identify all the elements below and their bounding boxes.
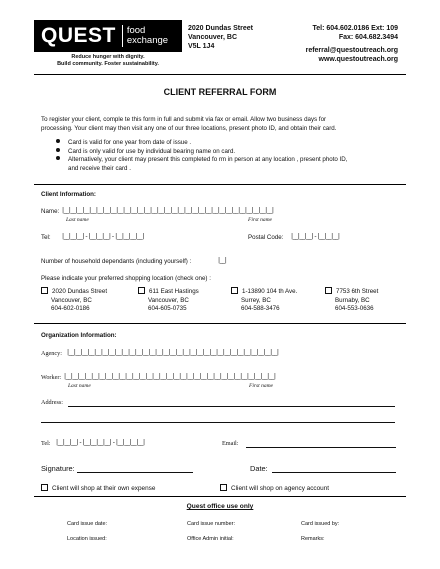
location-option-1[interactable]: 2020 Dundas Street Vancouver, BC 604-602-0186 [41,287,131,314]
name-label: Name: [41,208,60,215]
date-line[interactable] [272,472,396,473]
checkbox[interactable] [325,287,332,294]
email-label: Email: [222,440,239,447]
signature-line[interactable] [77,472,193,473]
org-heading: Organization Information: [41,332,117,339]
section-rule [34,184,406,185]
office-admin-initial-label: Office Admin initial: [187,536,234,542]
first-name-caption: First name [248,217,272,223]
card-issue-date-label: Card issue date: [67,521,108,527]
client-heading: Client Information: [41,191,96,198]
logo-subtitle: food exchange [126,25,169,46]
header-rule [34,74,406,75]
own-expense-option[interactable]: Client will shop at their own expense [41,484,155,492]
address-label: Address: [41,399,63,406]
location-issued-label: Location issued: [67,536,107,542]
tagline: Reduce hunger with dignity. Build community. Foster sustainability. [57,54,159,67]
dependants-field[interactable]: |__| [218,257,227,264]
location-option-4[interactable]: 7753 6th Street Burnaby, BC 604-553-0636 [325,287,410,314]
location-option-2[interactable]: 611 East Hastings Vancouver, BC 604-605-0735 [138,287,228,314]
worker-first-name-caption: First name [249,383,273,389]
section-rule [34,323,406,324]
dependants-label: Number of household dependants (including yourself) : [41,258,192,265]
intro-text: To register your client, comple te this form in full and submit via fax or email. Allow two business days for processing. Your client may then visit any one of our three locations, present photo ID, and obtain their card. [41,116,337,132]
name-field[interactable]: |__|__|__|__|__|__|__|__|__|__|__|__|__|__|__|__|__|__|__|__|__|__|__|__|__|__|__|__|__|__|__| [62,207,274,214]
bullet-item: Card is only valid for use by individual bearing name on card. [56,148,406,157]
checkbox[interactable] [41,287,48,294]
postal-label: Postal Code: [248,234,284,241]
date-label: Date: [250,464,268,473]
email-field[interactable] [246,447,396,448]
section-rule [34,496,406,497]
address-line-1[interactable] [68,406,395,407]
intro-bullets [56,139,406,173]
logo-wordmark: QUEST [41,24,116,47]
last-name-caption: Last name [66,217,89,223]
location-option-3[interactable]: 1-13890 104 th Ave. Surrey, BC 604-588-3476 [231,287,326,314]
bullet-item: Card is valid for one year from date of issue . [56,139,406,148]
worker-label: Worker: [41,374,62,381]
tel-label: Tel: [41,234,51,241]
client-tel-field[interactable]: |__|__|__| - |__|__|__| - |__|__|__|__| [62,233,144,240]
logo-divider [122,25,123,47]
card-issue-number-label: Card issue number: [187,521,235,527]
address-line-2[interactable] [41,422,395,423]
bullet-item: and receive their card . [68,164,131,172]
agency-account-option[interactable]: Client will shop on agency account [220,484,329,492]
checkbox[interactable] [220,484,227,491]
header-address: 2020 Dundas Street Vancouver, BC V5L 1J4 [188,25,253,50]
remarks-label: Remarks: [301,536,325,542]
signature-label: Signature: [41,464,75,473]
org-tel-field[interactable]: |__|__|__| - |__|__|__|__| - |__|__|__|__| [56,439,145,446]
bullet-item: Alternatively, your client may present this completed fo rm in person at any location , present photo ID, [56,156,406,165]
header-contact: Tel: 604.602.0186 Ext: 109 Fax: 604.682.3494 referral@questoutreach.org www.questoutreach.org [305,25,398,63]
org-tel-label: Tel: [41,440,51,447]
agency-label: Agency: [41,350,62,357]
page-title: CLIENT REFERRAL FORM [163,87,277,97]
worker-last-name-caption: Last name [68,383,91,389]
agency-field[interactable]: |__|__|__|__|__|__|__|__|__|__|__|__|__|__|__|__|__|__|__|__|__|__|__|__|__|__|__|__|__|__|__| [67,349,279,356]
worker-field[interactable]: |__|__|__|__|__|__|__|__|__|__|__|__|__|__|__|__|__|__|__|__|__|__|__|__|__|__|__|__|__|__|__| [64,373,276,380]
quest-logo [34,20,182,52]
checkbox[interactable] [41,484,48,491]
checkbox[interactable] [231,287,238,294]
shop-prompt: Please indicate your preferred shopping location (check one) : [41,275,211,282]
office-use-heading: Quest office use only [186,503,254,510]
card-issued-by-label: Card issued by: [301,521,340,527]
checkbox[interactable] [138,287,145,294]
postal-code-field[interactable]: |__|__|__| - |__|__|__| [291,233,340,240]
